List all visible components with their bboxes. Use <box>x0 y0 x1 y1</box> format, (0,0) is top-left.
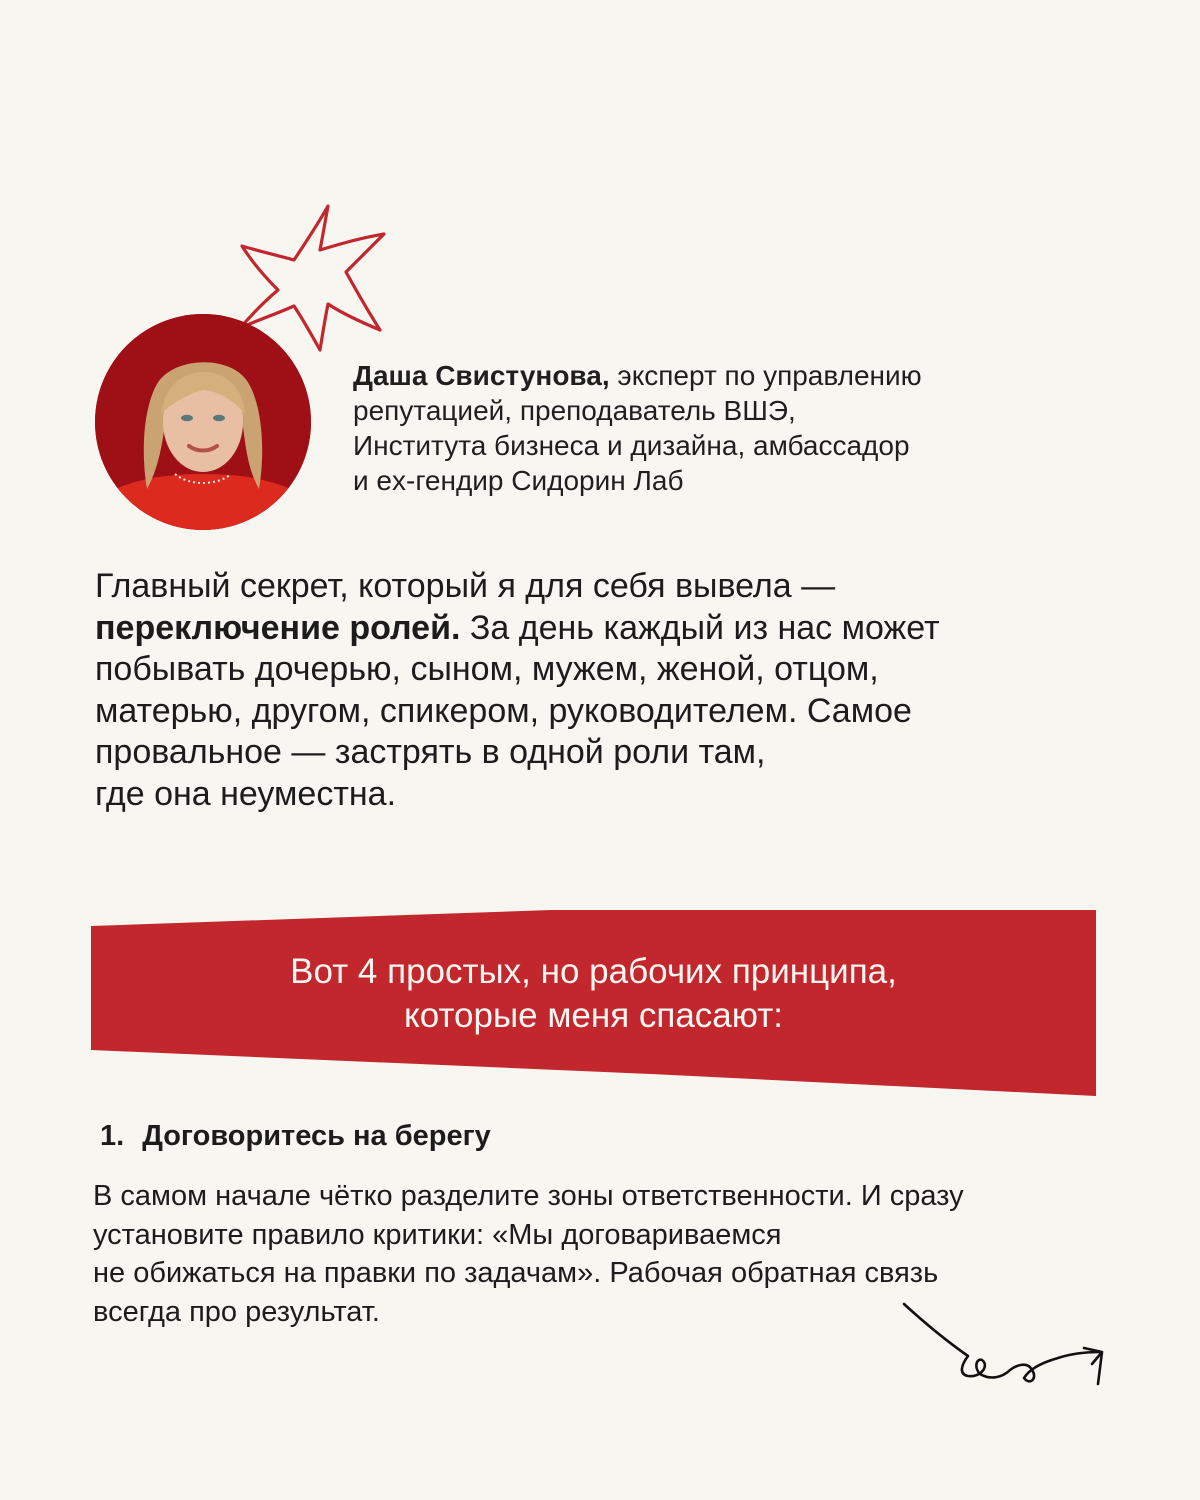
expert-name: Даша Свистунова, <box>353 360 610 391</box>
principle-title <box>100 1120 491 1153</box>
bio-line: репутацией, преподаватель ВШЭ, <box>353 395 796 426</box>
principles-banner <box>91 908 1096 1096</box>
lead-line: провальное — застрять в одной роли там, <box>95 733 766 771</box>
lead-highlight: переключение ролей. <box>95 608 461 647</box>
lead-line: где она неуместна. <box>95 774 397 813</box>
lead-line: Главный секрет, который я для себя вывела — <box>95 567 836 605</box>
bio-line: Института бизнеса и дизайна, амбассадор <box>353 430 910 461</box>
lead-paragraph <box>95 566 1105 815</box>
principle-number: 1. <box>100 1120 125 1152</box>
hand-drawn-arrow-icon <box>898 1298 1108 1398</box>
bio-line: и ex-гендир Сидорин Лаб <box>353 465 684 496</box>
banner-line: которые меня спасают: <box>404 996 783 1035</box>
bio-line: эксперт по управлению <box>617 360 922 391</box>
lead-line: За день каждый из нас может <box>469 608 940 647</box>
avatar <box>95 314 311 530</box>
lead-line: побывать дочерью, сыном, мужем, женой, отцом, <box>95 650 879 688</box>
principle-heading: Договоритесь на берегу <box>142 1120 491 1152</box>
banner-line: Вот 4 простых, но рабочих принципа, <box>290 952 897 991</box>
body-line: В самом начале чётко разделите зоны ответственности. И сразу <box>93 1180 964 1212</box>
lead-line: матерью, другом, спикером, руководителем. Самое <box>95 691 912 730</box>
body-line: установите правило критики: «Мы договариваемся <box>93 1218 782 1251</box>
body-line: всегда про результат. <box>93 1295 380 1328</box>
expert-bio <box>353 358 1053 498</box>
body-line: не обижаться на правки по задачам». Рабочая обратная связь <box>93 1257 939 1289</box>
